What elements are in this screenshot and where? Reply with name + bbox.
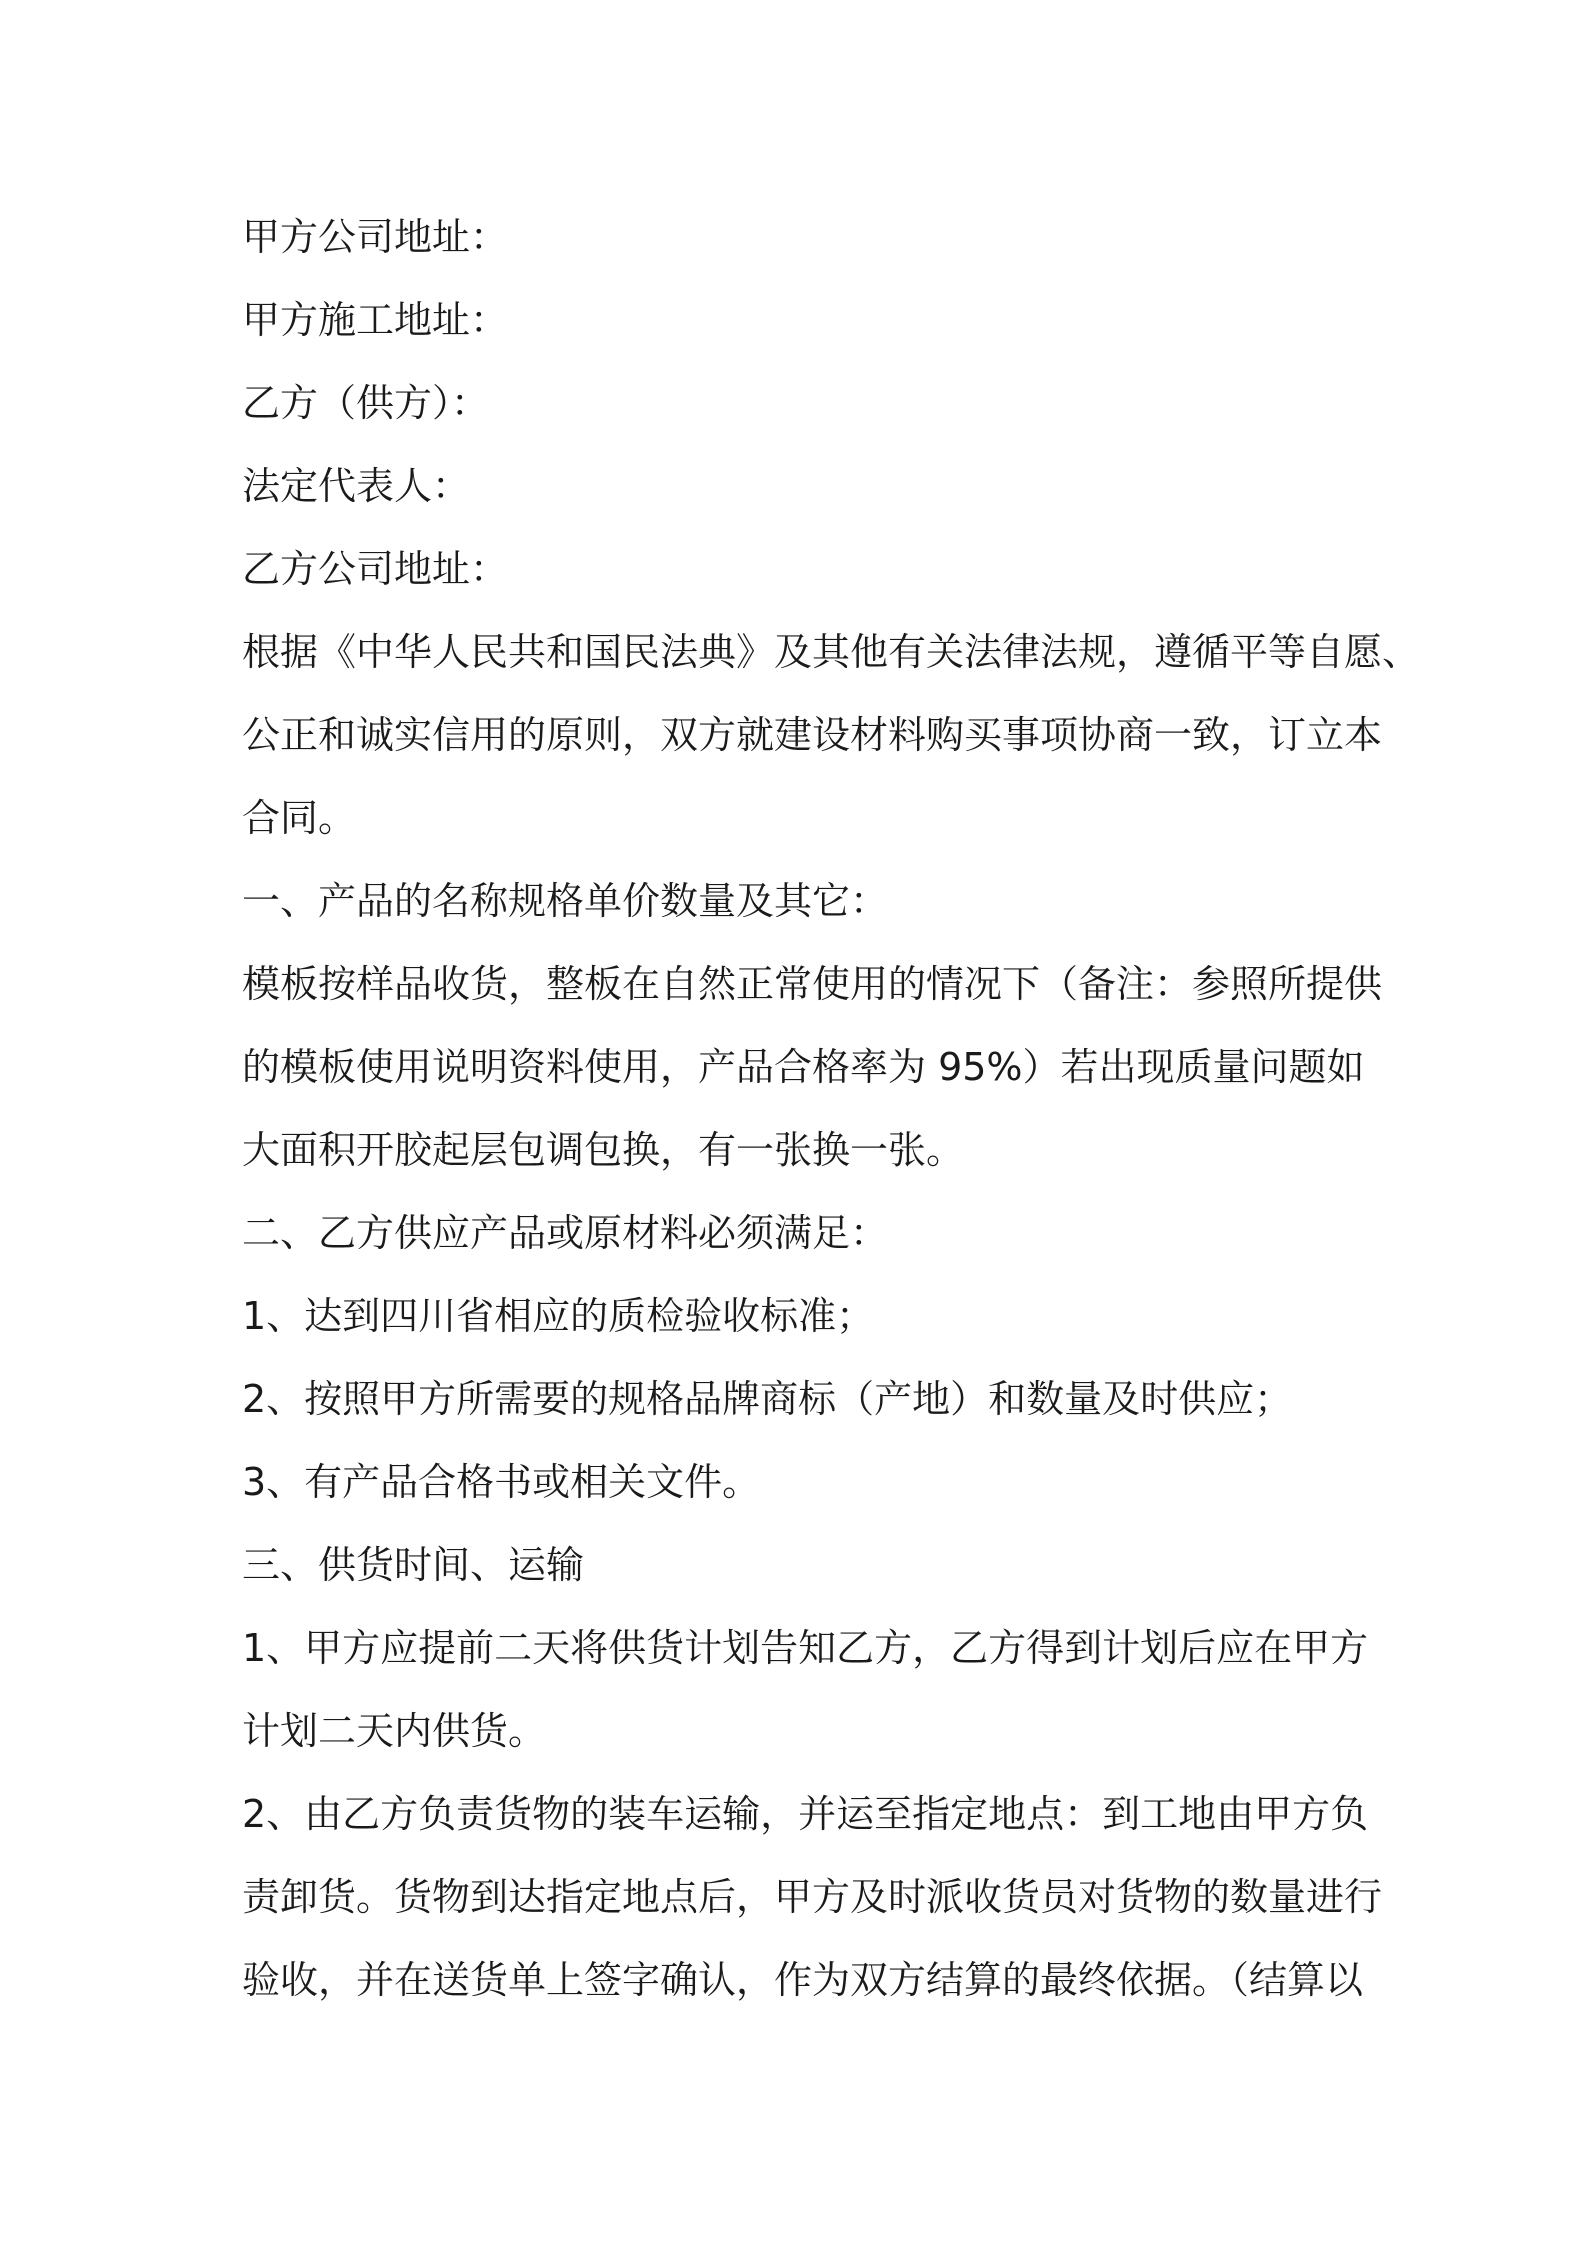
legal-representative-label: 法定代表人： — [242, 464, 471, 508]
party-a-company-address-label: 甲方公司地址： — [242, 215, 509, 259]
section-2-item-2: 2、按照甲方所需要的规格品牌商标（产地）和数量及时供应； — [242, 1377, 1293, 1421]
section-2-item-3: 3、有产品合格书或相关文件。 — [242, 1460, 761, 1504]
preamble-line-2: 公正和诚实信用的原则，双方就建设材料购买事项协商一致，订立本 — [242, 713, 1383, 757]
section-1-text-line-1: 模板按样品收货，整板在自然正常使用的情况下（备注：参照所提供 — [242, 962, 1383, 1006]
section-1-heading: 一、产品的名称规格单价数量及其它： — [242, 879, 889, 923]
section-1-text-line-3: 大面积开胶起层包调包换，有一张换一张。 — [242, 1128, 965, 1172]
party-a-construction-address-label: 甲方施工地址： — [242, 298, 509, 342]
section-3-item-1-line-1: 1、甲方应提前二天将供货计划告知乙方，乙方得到计划后应在甲方 — [242, 1626, 1369, 1670]
contract-body — [242, 196, 1421, 2022]
section-2-item-1: 1、达到四川省相应的质检验收标准； — [242, 1294, 875, 1338]
section-3-heading: 三、供货时间、运输 — [242, 1543, 585, 1587]
section-3-item-1-line-2: 计划二天内供货。 — [242, 1709, 547, 1753]
section-1-text-line-2: 的模板使用说明资料使用，产品合格率为 95%）若出现质量问题如 — [242, 1045, 1365, 1089]
section-3-item-2-line-2: 责卸货。货物到达指定地点后，甲方及时派收货员对货物的数量进行 — [242, 1875, 1383, 1919]
preamble-line-3: 合同。 — [242, 796, 357, 840]
section-3-item-2-line-1: 2、由乙方负责货物的装车运输，并运至指定地点：到工地由甲方负 — [242, 1792, 1369, 1836]
preamble-line-1: 根据《中华人民共和国民法典》及其他有关法律法规，遵循平等自愿、 — [242, 630, 1421, 674]
section-2-heading: 二、乙方供应产品或原材料必须满足： — [242, 1211, 889, 1255]
party-b-company-address-label: 乙方公司地址： — [242, 547, 509, 591]
section-3-item-2-line-3: 验收，并在送货单上签字确认，作为双方结算的最终依据。（结算以 — [242, 1958, 1364, 2002]
party-b-supplier-label: 乙方（供方）： — [242, 381, 490, 425]
